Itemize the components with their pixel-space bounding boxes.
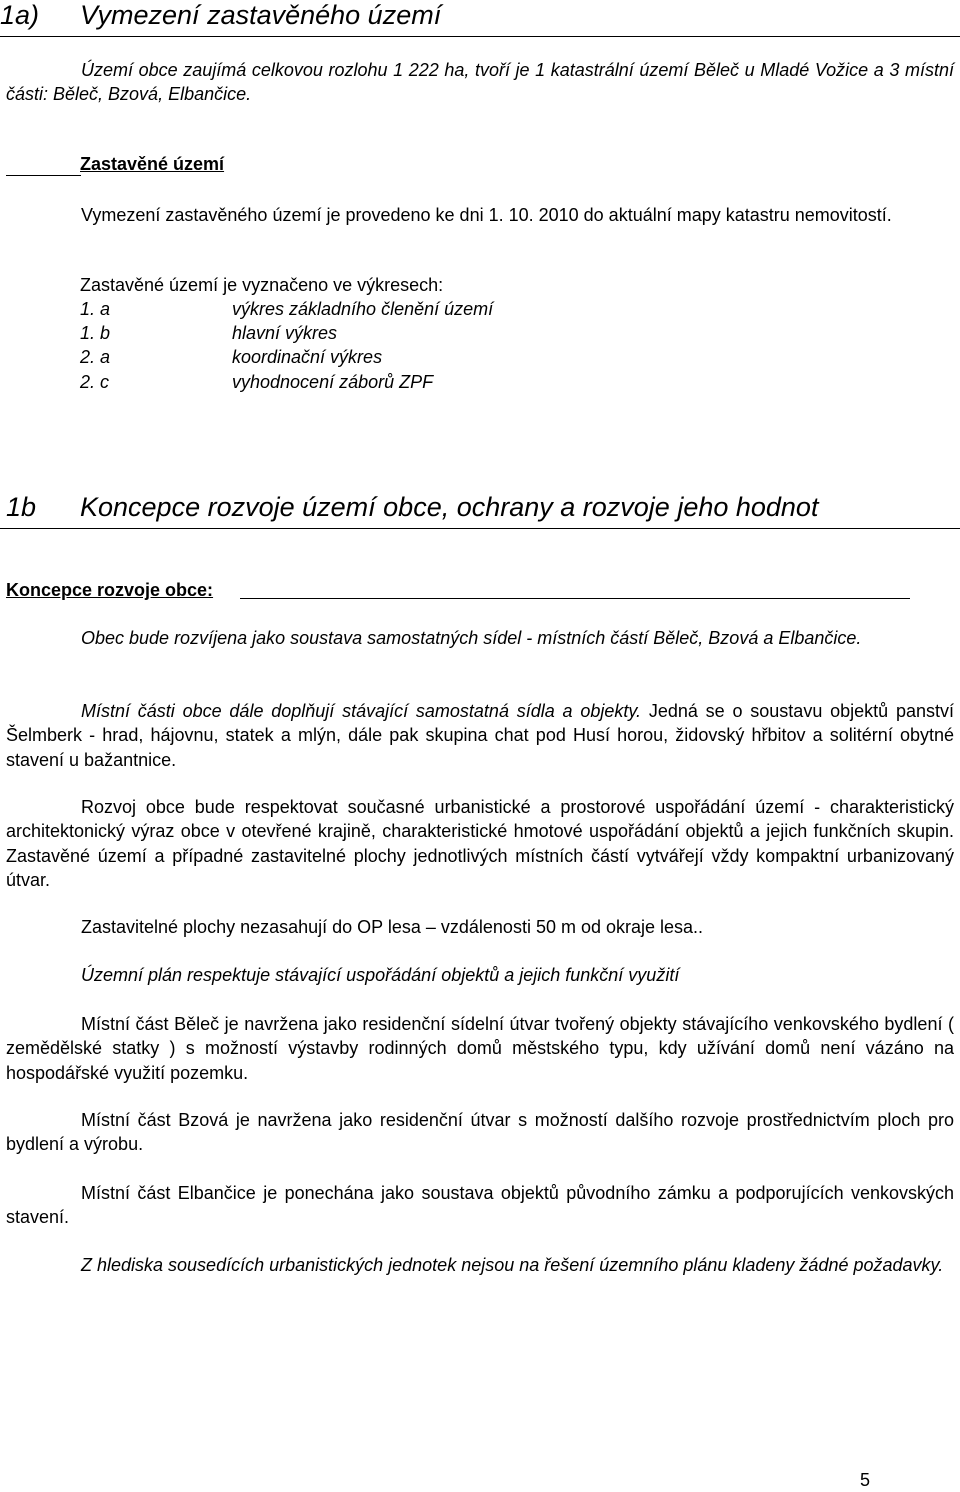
paragraph-belec: Místní část Běleč je navržena jako residenční sídelní útvar tvořený objekty stávajícího venkovského bydlení ( zemědělské statky ) s možností výstavby rodinných domů městského typu, kdy užívání domů není vázáno na hospodářské využití pozemku. (6, 1014, 954, 1083)
koncepce-underline-ext (240, 598, 910, 599)
drawing-name: výkres základního členění území (232, 299, 494, 319)
section-1b-number: 1b (6, 492, 37, 522)
vymezeni-paragraph: Vymezení zastavěného území je provedeno ke dni 1. 10. 2010 do aktuální mapy katastru nemovitostí. (81, 205, 892, 225)
paragraph-rozvoj: Rozvoj obce bude respektovat současné urbanistické a prostorové uspořádání území - charakteristický architektonický výraz obce v otevřené krajině, charakteristické hmotové uspořádání objektů a jejich funkčních skupin. Zastavěné území a případné zastavitelné plochy jednotlivých místních částí vytvářejí vždy kompaktní urbanizovaný útvar. (6, 797, 954, 890)
section-1b-rule (0, 528, 960, 529)
section-1a-title: Vymezení zastavěného území (80, 0, 442, 30)
paragraph-mistni-casti: Místní části obce dále doplňují stávající samostatná sídla a objekty. Jedná se o soustavu objektů panství Šelmberk - hrad, hájovnu, statek a mlýn, dále pak skupina chat pod Husí horou, židovský hřbitov a solitérní obytné stavení u bažantnice. (6, 701, 954, 770)
drawing-name: hlavní výkres (232, 323, 338, 343)
section-1a-rule (0, 36, 960, 37)
page-number: 5 (860, 1470, 871, 1490)
drawing-code: 1. a (80, 299, 111, 319)
section-1b-title: Koncepce rozvoje území obce, ochrany a rozvoje jeho hodnot (80, 492, 819, 522)
subheading-underline-lead (6, 175, 81, 176)
drawing-code: 2. c (80, 372, 110, 392)
paragraph-elbancice: Místní část Elbančice je ponechána jako soustava objektů původního zámku a podporujících venkovských stavení. (6, 1183, 954, 1228)
paragraph-obec: Obec bude rozvíjena jako soustava samostatných sídel - místních částí Běleč, Bzová a Elbančice. (81, 628, 862, 648)
drawing-code: 1. b (80, 323, 111, 343)
paragraph-zastavitelne: Zastavitelné plochy nezasahují do OP lesa – vzdálenosti 50 m od okraje lesa.. (81, 917, 704, 937)
drawing-code: 2. a (80, 347, 111, 367)
drawing-name: koordinační výkres (232, 347, 383, 367)
paragraph-sousedici: Z hlediska sousedících urbanistických jednotek nejsou na řešení územního plánu kladeny žádné požadavky. (81, 1255, 944, 1275)
paragraph-bzova: Místní část Bzová je navržena jako residenční útvar s možností dalšího rozvoje prostřednictvím ploch pro bydlení a výrobu. (6, 1110, 954, 1155)
koncepce-subheading: Koncepce rozvoje obce: (6, 580, 214, 600)
paragraph-uzemni-plan: Územní plán respektuje stávající uspořádání objektů a jejich funkční využití (81, 965, 680, 985)
section-1a-intro: Území obce zaujímá celkovou rozlohu 1 222 ha, tvoří je 1 katastrální území Běleč u Mladé Vožice a 3 místní části: Běleč, Bzová, Elbančice. (6, 60, 954, 105)
vyznaceno-text: Zastavěné území je vyznačeno ve výkresech: (80, 275, 444, 295)
zastavene-uzemi-subheading: Zastavěné území (80, 154, 225, 174)
section-1a-number: 1a) (0, 0, 40, 30)
drawing-name: vyhodnocení záborů ZPF (232, 372, 434, 392)
